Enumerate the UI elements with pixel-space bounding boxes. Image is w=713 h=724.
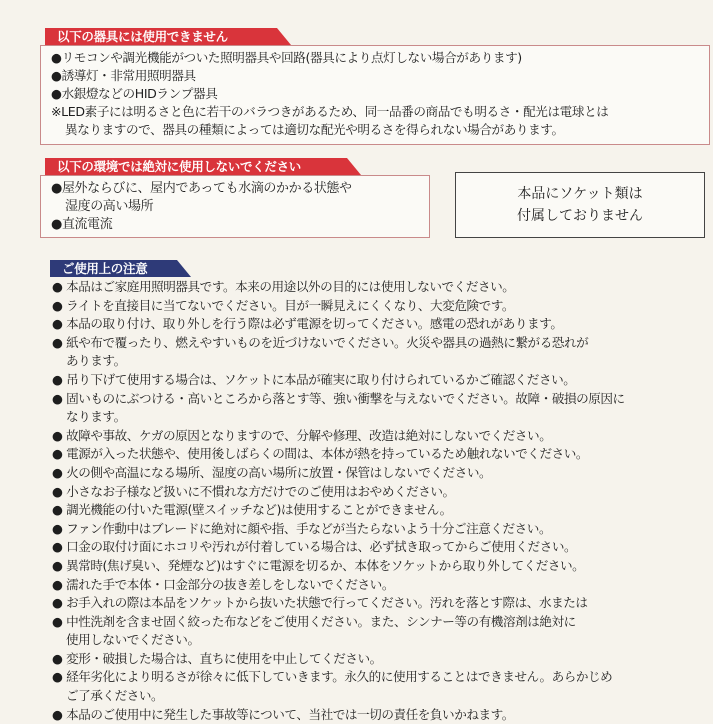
socket-not-included-notice bbox=[455, 172, 705, 238]
list-item: ● 火の側や高温になる場所、湿度の高い場所に放置・保管はしないでください。 bbox=[52, 464, 492, 480]
list-item: ● 調光機能の付いた電源(壁スイッチなど)は使用することができません。 bbox=[52, 502, 452, 518]
list-item: ● 経年劣化により明るさが徐々に低下していきます。永久的に使用することはできません。あらかじめ bbox=[52, 669, 613, 685]
unusable-fixtures-box bbox=[40, 45, 710, 145]
list-item: ● 故障や事故、ケガの原因となりますので、分解や修理、改造は絶対にしないでください。 bbox=[52, 427, 552, 443]
socket-notice-line2: 付属しておりません bbox=[517, 208, 643, 224]
list-item: ● 中性洗剤を含ませ固く絞った布などをご使用ください。また、シンナー等の有機溶剤は絶対に bbox=[52, 613, 576, 629]
list-item: ● 本品の取り付け、取り外しを行う際は必ず電源を切ってください。感電の恐れがあります。 bbox=[52, 316, 563, 332]
list-item: ● 濡れた手で本体・口金部分の抜き差しをしないでください。 bbox=[52, 576, 394, 592]
prohibited-environments-box bbox=[40, 175, 430, 238]
list-item-continued: あります。 bbox=[66, 353, 126, 369]
unusable-fixtures-header: 以下の器具には使用できません bbox=[45, 28, 277, 45]
list-item: ●誘導灯・非常用照明器具 bbox=[51, 68, 196, 83]
list-item: ● 本品はご家庭用照明器具です。本来の用途以外の目的には使用しないでください。 bbox=[52, 279, 515, 294]
socket-notice-line1: 本品にソケット類は bbox=[517, 186, 643, 202]
list-item: ●直流電流 bbox=[51, 217, 113, 232]
list-item: ● 紙や布で覆ったり、燃えやすいものを近づけないでください。火災や器具の過熱に繋がる恐れが bbox=[52, 334, 589, 350]
list-item: ● ライトを直接目に当てないでください。目が一瞬見えにくくなり、大変危険です。 bbox=[52, 297, 515, 313]
list-item: ● 固いものにぶつける・高いところから落とす等、強い衝撃を与えないでください。故障・破損の原因に bbox=[52, 390, 625, 406]
list-item: 湿度の高い場所 bbox=[65, 199, 154, 214]
list-item: ● 異常時(焦げ臭い、発煙など)はすぐに電源を切るか、本体をソケットから取り外してください。 bbox=[52, 557, 585, 573]
list-item: ● ファン作動中はブレードに絶対に顔や指、手などが当たらないよう十分ご注意ください。 bbox=[52, 520, 552, 536]
usage-precautions-list bbox=[52, 278, 625, 724]
list-item: ● 本品のご使用中に発生した事故等について、当社では一切の責任を負いかねます。 bbox=[52, 706, 514, 722]
usage-precautions-header: ご使用上の注意 bbox=[50, 260, 177, 277]
list-item: ● 電源が入った状態や、使用後しばらくの間は、本体が熱を持っているため触れないでください。 bbox=[52, 446, 589, 462]
list-item: ● 変形・破損した場合は、直ちに使用を中止してください。 bbox=[52, 650, 382, 666]
note-text: ※LED素子には明るさと色に若干のバラつきがあるため、同一品番の商品でも明るさ・配光は電球とは bbox=[51, 104, 609, 119]
list-item: ●屋外ならびに、屋内であっても水滴のかかる状態や bbox=[51, 181, 352, 196]
list-item: ● 小さなお子様など扱いに不慣れな方だけでのご使用はおやめください。 bbox=[52, 483, 455, 499]
list-item: ● お手入れの際は本品をソケットから抜いた状態で行ってください。汚れを落とす際は、水または bbox=[52, 595, 588, 611]
note-text: 異なりますので、器具の種類によっては適切な配光や明るさを得られない場合があります。 bbox=[65, 122, 564, 137]
list-item: ● 口金の取付け面にホコリや汚れが付着している場合は、必ず拭き取ってからご使用ください。 bbox=[52, 539, 577, 555]
list-item-continued: なります。 bbox=[66, 409, 126, 425]
prohibited-environments-header: 以下の環境では絶対に使用しないでください bbox=[45, 158, 347, 175]
list-item: ● 吊り下げて使用する場合は、ソケットに本品が確実に取り付けられているかご確認ください。 bbox=[52, 371, 576, 387]
list-item: ●水銀燈などのHIDランプ器具 bbox=[51, 86, 218, 101]
list-item-continued: 使用しないでください。 bbox=[66, 632, 200, 648]
list-item-continued: ご了承ください。 bbox=[66, 688, 164, 704]
list-item: ●リモコンや調光機能がついた照明器具や回路(器具により点灯しない場合があります) bbox=[51, 50, 522, 65]
